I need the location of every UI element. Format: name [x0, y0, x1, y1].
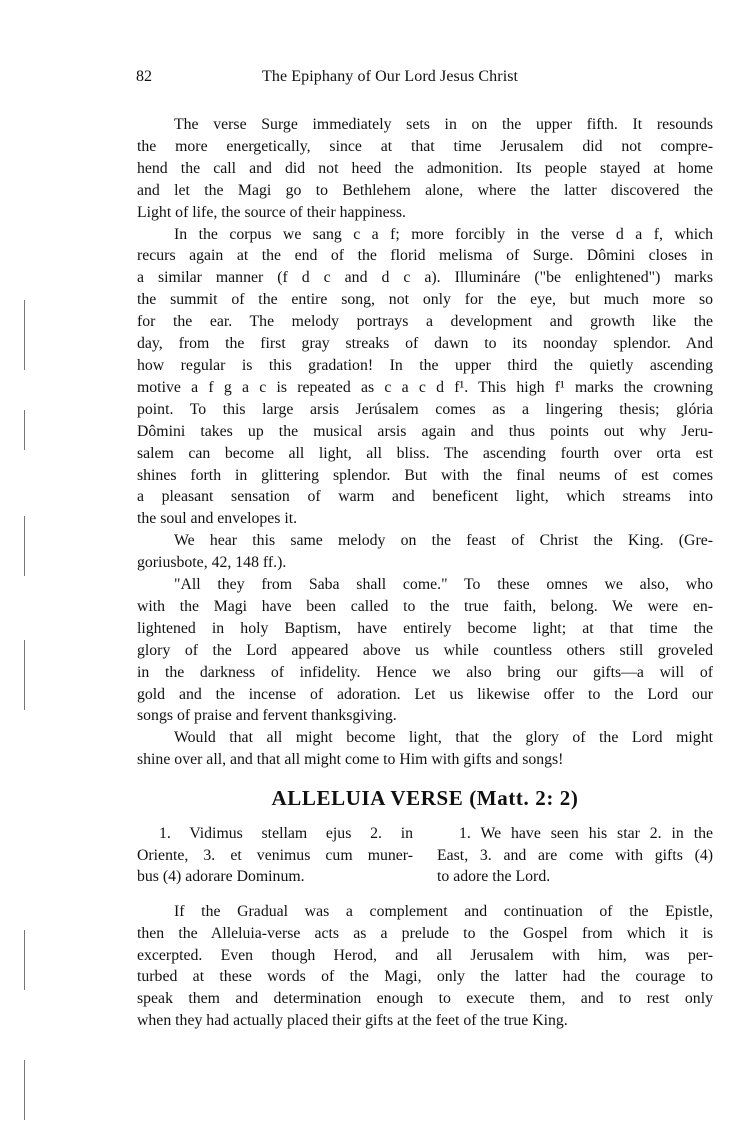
text-line: day, from the first gray streaks of dawn to its noonday splendor. And	[137, 335, 713, 353]
page-body	[137, 114, 713, 1032]
margin-mark	[24, 410, 25, 450]
margin-mark	[24, 516, 25, 576]
text-line: goriusbote, 42, 148 ff.).	[137, 554, 287, 572]
paragraph	[137, 574, 713, 727]
english-verse	[437, 823, 713, 888]
text-line: a pleasant sensation of warm and beneficent light, which streams into	[137, 488, 713, 506]
text-line: In the corpus we sang c a f; more forcibly in the verse d a f, which	[174, 225, 713, 243]
text-line: salem can become all light, all bliss. The ascending fourth over orta est	[137, 444, 713, 462]
text-line: the more energetically, since at that time Jerusalem did not compre-	[137, 137, 713, 155]
text-line: how regular is this gradation! In the upper third the quietly ascending	[137, 356, 713, 374]
text-line: with the Magi have been called to the true faith, belong. We were en-	[137, 597, 713, 615]
latin-verse	[137, 823, 413, 888]
text-line: If the Gradual was a complement and continuation of the Epistle,	[174, 902, 713, 920]
paragraph	[137, 224, 713, 531]
margin-mark	[24, 930, 25, 990]
text-line: for the ear. The melody portrays a development and growth like the	[137, 313, 713, 331]
bilingual-verse	[137, 823, 713, 888]
text-line: when they had actually placed their gifts at the feet of the true King.	[137, 1012, 568, 1030]
text-line: glory of the Lord appeared above us while countless others still groveled	[137, 641, 713, 659]
text-line: Light of life, the source of their happiness.	[137, 203, 406, 221]
text-line: and let the Magi go to Bethlehem alone, where the latter discovered the	[137, 181, 713, 199]
text-line: "All they from Saba shall come." To these omnes we also, who	[174, 576, 713, 594]
english-line: to adore the Lord.	[437, 868, 551, 886]
section-title: ALLELUIA VERSE (Matt. 2: 2)	[271, 786, 579, 811]
latin-line: 1. Vidimus stellam ejus 2. in	[159, 825, 413, 843]
text-line: lightened in holy Baptism, have entirely become light; at that time the	[137, 619, 713, 637]
text-line: Would that all might become light, that the glory of the Lord might	[174, 729, 713, 747]
text-line: shines forth in glittering splendor. But with the final neums of est comes	[137, 466, 713, 484]
margin-mark	[24, 300, 25, 370]
running-title: The Epiphany of Our Lord Jesus Christ	[262, 68, 519, 85]
text-line: hend the call and did not heed the admonition. Its people stayed at home	[137, 159, 713, 177]
text-line: motive a f g a c is repeated as c a c d f¹. This high f¹ marks the crowning	[137, 378, 713, 396]
text-line: the soul and envelopes it.	[137, 510, 298, 528]
text-line: Dômini takes up the musical arsis again and thus points out why Jeru-	[137, 422, 713, 440]
text-line: speak them and determination enough to execute them, and to rest only	[137, 990, 713, 1008]
text-line: The verse Surge immediately sets in on the upper fifth. It resounds	[174, 116, 713, 133]
text-line: a similar manner (f d c and d c a). Illumináre ("be enlightened") marks	[137, 269, 713, 287]
paragraph	[137, 901, 713, 1032]
text-line: gold and the incense of adoration. Let us likewise offer to the Lord our	[137, 685, 713, 703]
english-line: 1. We have seen his star 2. in the	[459, 825, 713, 843]
paragraph	[137, 530, 713, 574]
paragraph	[137, 114, 713, 224]
text-line: in the darkness of infidelity. Hence we also bring our gifts—a will of	[137, 663, 713, 681]
text-line: songs of praise and fervent thanksgiving.	[137, 707, 397, 725]
latin-line: bus (4) adorare Dominum.	[137, 868, 305, 886]
page-number: 82	[136, 68, 152, 85]
latin-line: Oriente, 3. et venimus cum muner-	[137, 846, 413, 864]
margin-mark	[24, 640, 25, 710]
paragraph	[137, 727, 713, 771]
text-line: then the Alleluia-verse acts as a prelude to the Gospel from which it is	[137, 924, 713, 942]
text-line: turbed at these words of the Magi, only the latter had the courage to	[137, 968, 713, 986]
text-line: excerpted. Even though Herod, and all Jerusalem with him, was per-	[137, 946, 713, 964]
page-header	[0, 68, 742, 90]
text-line: recurs again at the end of the florid melisma of Surge. Dômini closes in	[137, 247, 713, 265]
text-line: We hear this same melody on the feast of Christ the King. (Gre-	[174, 532, 713, 550]
text-line: point. To this large arsis Jerúsalem comes as a lingering thesis; glória	[137, 400, 713, 418]
margin-mark	[24, 1060, 25, 1120]
text-line: shine over all, and that all might come to Him with gifts and songs!	[137, 751, 564, 769]
text-line: the summit of the entire song, not only for the eye, but much more so	[137, 291, 713, 309]
english-line: East, 3. and are come with gifts (4)	[437, 846, 713, 864]
